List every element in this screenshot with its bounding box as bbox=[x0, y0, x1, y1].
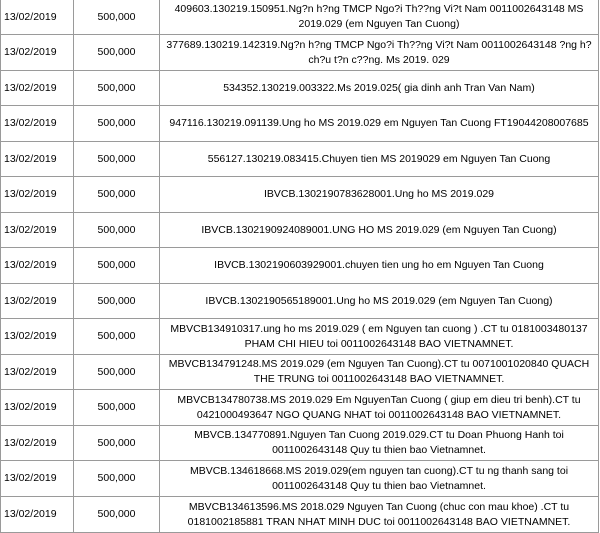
transaction-amount: 500,000 bbox=[74, 106, 160, 142]
transaction-date: 13/02/2019 bbox=[1, 248, 74, 284]
transaction-description: MBVCB.134618668.MS 2019.029(em nguyen tan cuong).CT tu ng thanh sang toi 0011002643148 Quy tu thien bao Vietnamnet. bbox=[160, 461, 599, 497]
transaction-date: 13/02/2019 bbox=[1, 461, 74, 497]
transaction-date: 13/02/2019 bbox=[1, 355, 74, 390]
transaction-description: IBVCB.1302190603929001.chuyen tien ung ho em Nguyen Tan Cuong bbox=[160, 248, 599, 284]
statement-rows bbox=[1, 0, 599, 533]
transaction-description: IBVCB.1302190783628001.Ung ho MS 2019.029 bbox=[160, 177, 599, 213]
transaction-description: IBVCB.1302190565189001.Ung ho MS 2019.029 (em Nguyen Tan Cuong) bbox=[160, 284, 599, 319]
transaction-amount: 500,000 bbox=[74, 248, 160, 284]
transaction-amount: 500,000 bbox=[74, 497, 160, 533]
transaction-description: 409603.130219.150951.Ng?n h?ng TMCP Ngo?i Th??ng Vi?t Nam 0011002643148 MS 2019.029 (em Nguyen Tan Cuong) bbox=[160, 0, 599, 35]
transaction-amount: 500,000 bbox=[74, 177, 160, 213]
table-row bbox=[1, 355, 599, 390]
table-row bbox=[1, 177, 599, 213]
transaction-amount: 500,000 bbox=[74, 355, 160, 390]
transaction-amount: 500,000 bbox=[74, 426, 160, 461]
transaction-date: 13/02/2019 bbox=[1, 213, 74, 248]
table-row bbox=[1, 35, 599, 71]
transaction-date: 13/02/2019 bbox=[1, 390, 74, 426]
transaction-date: 13/02/2019 bbox=[1, 319, 74, 355]
transaction-description: MBVCB134780738.MS 2019.029 Em NguyenTan Cuong ( giup em dieu tri benh).CT tu 0421000493647 NGO QUANG NHAT toi 0011002643148 BAO VIETNAMNET. bbox=[160, 390, 599, 426]
table-row bbox=[1, 142, 599, 177]
table-row bbox=[1, 106, 599, 142]
transaction-date: 13/02/2019 bbox=[1, 71, 74, 106]
transaction-description: MBVCB.134770891.Nguyen Tan Cuong 2019.029.CT tu Doan Phuong Hanh toi 0011002643148 Quy tu thien bao Vietnamnet. bbox=[160, 426, 599, 461]
table-row bbox=[1, 284, 599, 319]
table-row bbox=[1, 319, 599, 355]
transaction-date: 13/02/2019 bbox=[1, 177, 74, 213]
transaction-description: 377689.130219.142319.Ng?n h?ng TMCP Ngo?i Th??ng Vi?t Nam 0011002643148 ?ng h? ch?u t?n c??ng. Ms 2019. 029 bbox=[160, 35, 599, 71]
transaction-amount: 500,000 bbox=[74, 284, 160, 319]
table-row bbox=[1, 213, 599, 248]
table-row bbox=[1, 0, 599, 35]
transaction-date: 13/02/2019 bbox=[1, 0, 74, 35]
table-row bbox=[1, 390, 599, 426]
transaction-date: 13/02/2019 bbox=[1, 426, 74, 461]
table-row bbox=[1, 426, 599, 461]
table-row bbox=[1, 461, 599, 497]
transaction-date: 13/02/2019 bbox=[1, 142, 74, 177]
transaction-amount: 500,000 bbox=[74, 71, 160, 106]
table-row bbox=[1, 71, 599, 106]
transaction-amount: 500,000 bbox=[74, 142, 160, 177]
transaction-description: MBVCB134613596.MS 2018.029 Nguyen Tan Cuong (chuc con mau khoe) .CT tu 0181002185881 TRAN NHAT MINH DUC toi 0011002643148 BAO VIETNAMNET. bbox=[160, 497, 599, 533]
transaction-description: MBVCB134910317.ung ho ms 2019.029 ( em Nguyen tan cuong ) .CT tu 0181003480137 PHAM CHI HIEU toi 0011002643148 BAO VIETNAMNET. bbox=[160, 319, 599, 355]
transaction-date: 13/02/2019 bbox=[1, 284, 74, 319]
transaction-amount: 500,000 bbox=[74, 390, 160, 426]
transaction-description: MBVCB134791248.MS 2019.029 (em Nguyen Tan Cuong).CT tu 0071001020840 QUACH THE TRUNG toi 0011002643148 BAO VIETNAMNET. bbox=[160, 355, 599, 390]
transaction-amount: 500,000 bbox=[74, 35, 160, 71]
table-row bbox=[1, 248, 599, 284]
transaction-amount: 500,000 bbox=[74, 213, 160, 248]
transaction-amount: 500,000 bbox=[74, 0, 160, 35]
transaction-amount: 500,000 bbox=[74, 461, 160, 497]
transaction-date: 13/02/2019 bbox=[1, 106, 74, 142]
table-row bbox=[1, 497, 599, 533]
transaction-date: 13/02/2019 bbox=[1, 497, 74, 533]
transaction-description: 556127.130219.083415.Chuyen tien MS 2019029 em Nguyen Tan Cuong bbox=[160, 142, 599, 177]
transaction-date: 13/02/2019 bbox=[1, 35, 74, 71]
transaction-amount: 500,000 bbox=[74, 319, 160, 355]
transaction-description: 534352.130219.003322.Ms 2019.025( gia dinh anh Tran Van Nam) bbox=[160, 71, 599, 106]
transaction-description: 947116.130219.091139.Ung ho MS 2019.029 em Nguyen Tan Cuong FT19044208007685 bbox=[160, 106, 599, 142]
transaction-description: IBVCB.1302190924089001.UNG HO MS 2019.029 (em Nguyen Tan Cuong) bbox=[160, 213, 599, 248]
